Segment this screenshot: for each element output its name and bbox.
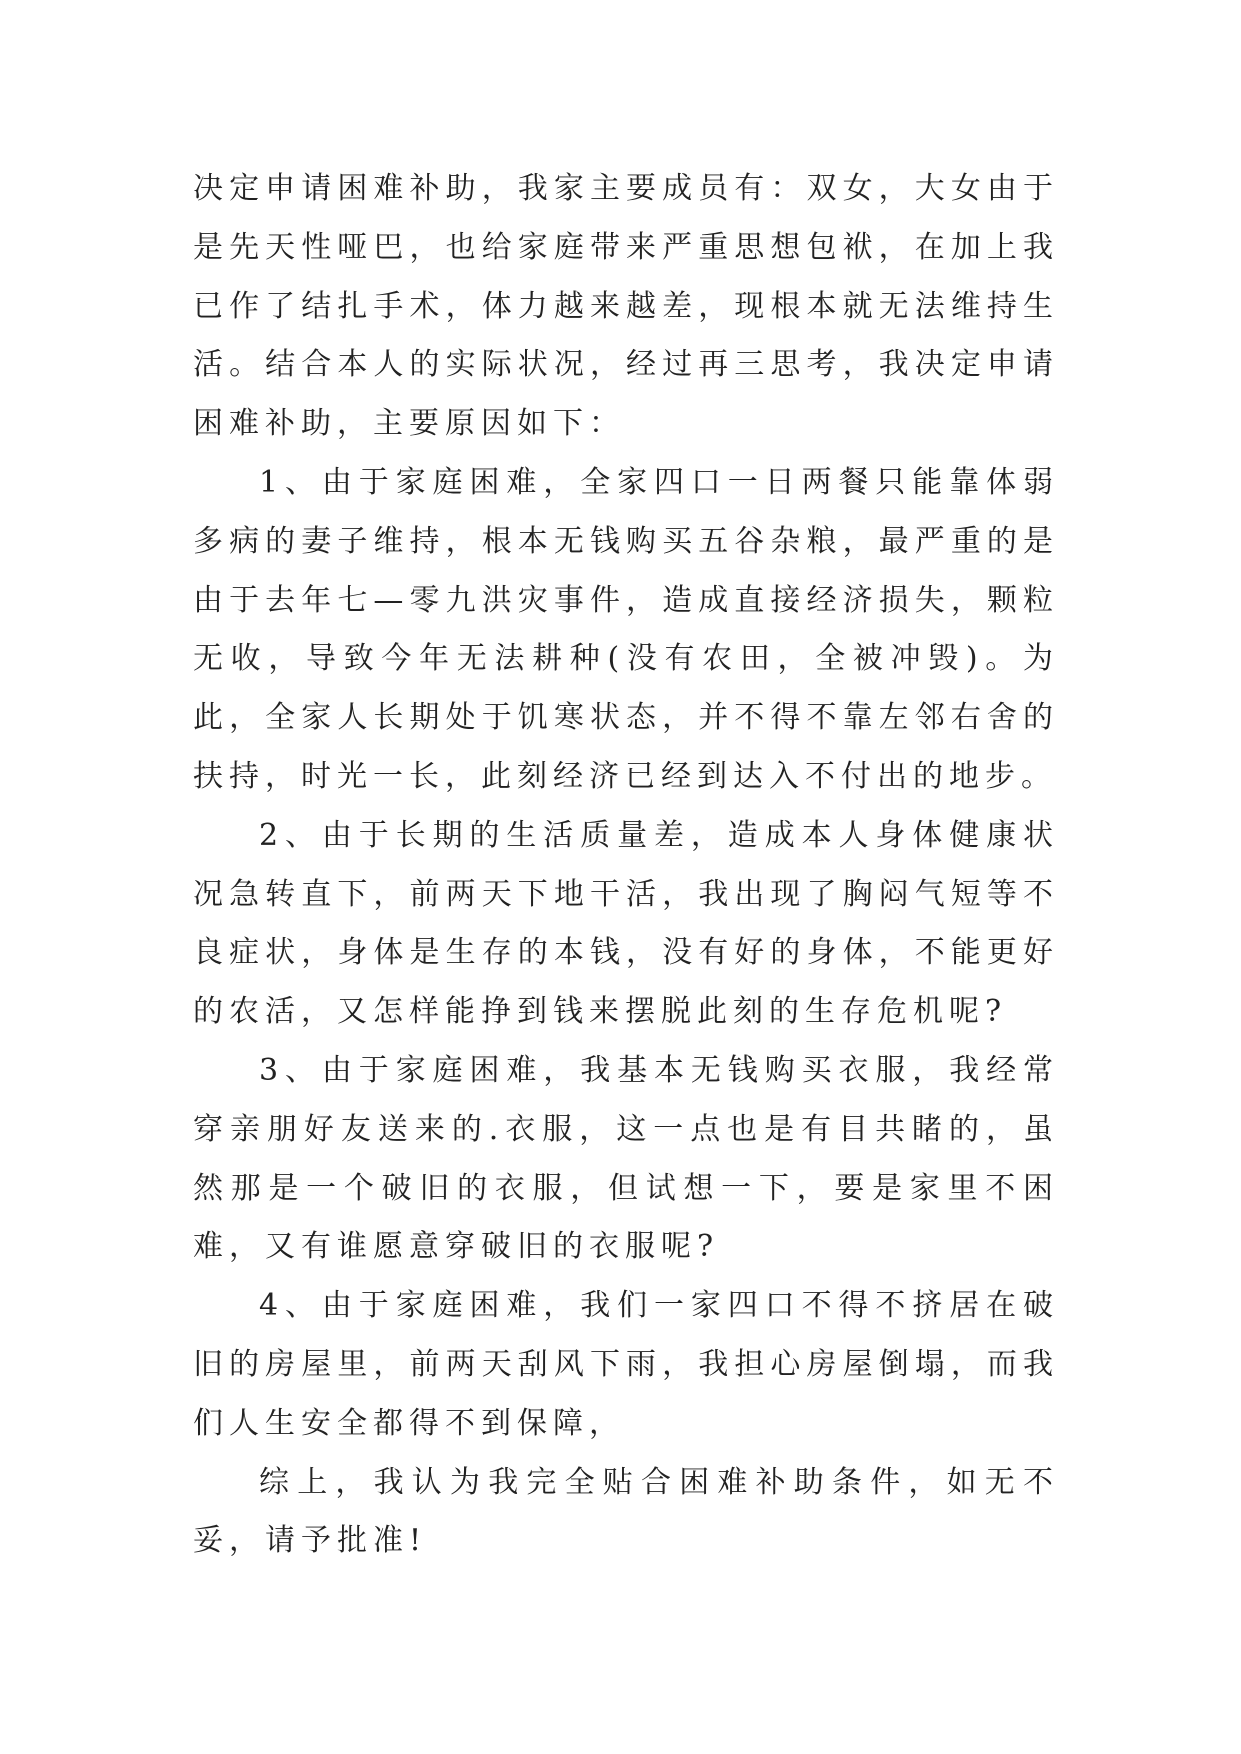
paragraph-intro: 决定申请困难补助，我家主要成员有：双女，大女由于是先天性哑巴，也给家庭带来严重思想包袱，在加上我已作了结扎手术，体力越来越差，现根本就无法维持生活。结合本人的实际状况，经过再三思考，我决定申请困难补助，主要原因如下： [193,171,1059,442]
paragraph-reason-1: 1、由于家庭困难，全家四口一日两餐只能靠体弱多病的妻子维持，根本无钱购买五谷杂粮，最严重的是由于去年七—零九洪灾事件，造成直接经济损失，颗粒无收，导致今年无法耕种(没有农田，全被冲毁)。为此，全家人长期处于饥寒状态，并不得不靠左邻右舍的扶持，时光一长，此刻经济已经到达入不付出的地步。 [193,464,1059,794]
paragraph-reason-3: 3、由于家庭困难，我基本无钱购买衣服，我经常穿亲朋好友送来的.衣服，这一点也是有目共睹的，虽然那是一个破旧的衣服，但试想一下，要是家里不困难，又有谁愿意穿破旧的衣服呢? [193,1052,1059,1265]
paragraph-conclusion: 综上，我认为我完全贴合困难补助条件，如无不妥，请予批准! [193,1464,1059,1559]
paragraph-reason-2: 2、由于长期的生活质量差，造成本人身体健康状况急转直下，前两天下地干活，我出现了胸闷气短等不良症状，身体是生存的本钱，没有好的身体，不能更好的农活，又怎样能挣到钱来摆脱此刻的生存危机呢? [193,817,1059,1030]
paragraph-reason-4: 4、由于家庭困难，我们一家四口不得不挤居在破旧的房屋里，前两天刮风下雨，我担心房屋倒塌，而我们人生安全都得不到保障， [193,1288,1059,1441]
document-page [193,160,1059,1571]
